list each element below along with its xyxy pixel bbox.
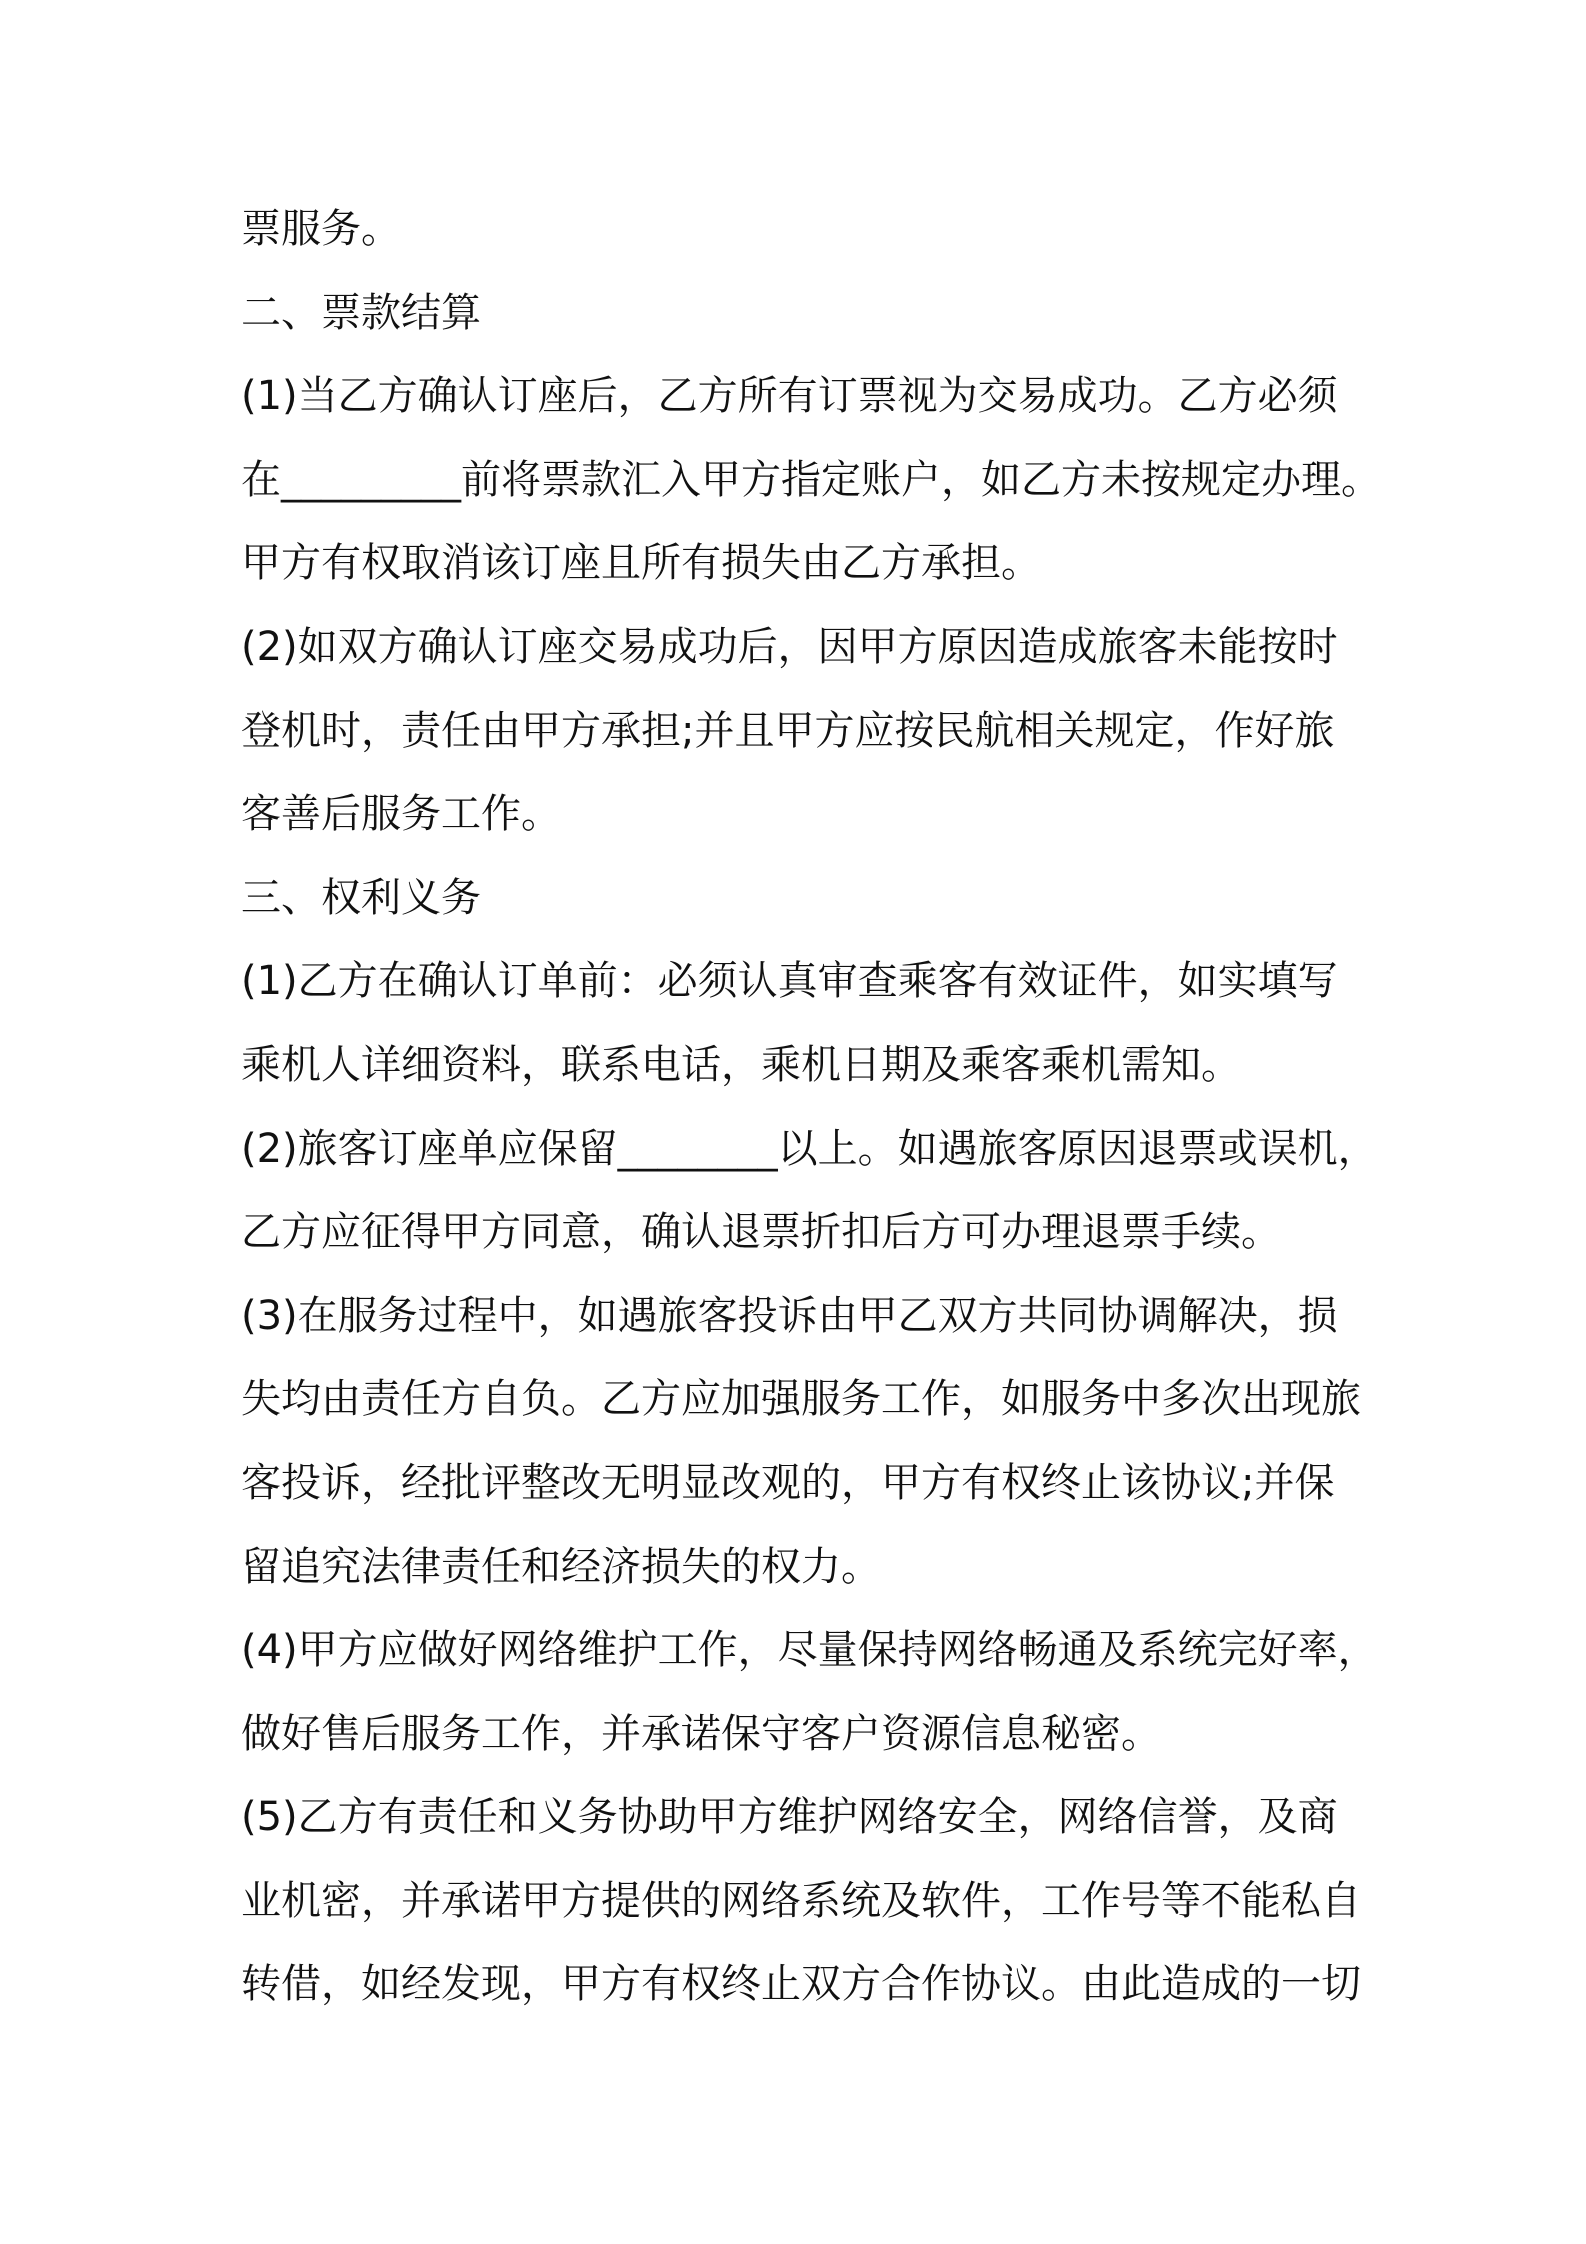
- text-line-15: 失均由责任方自负。乙方应加强服务工作，如服务中多次出现旅: [241, 1376, 1361, 1423]
- text-line-16: 客投诉，经批评整改无明显改观的，甲方有权终止该协议;并保: [241, 1459, 1335, 1506]
- text-line-12: (2)旅客订座单应保留________以上。如遇旅客原因退票或误机，: [241, 1125, 1378, 1172]
- section-heading-3: 三、权利义务: [241, 874, 481, 921]
- text-line-18: (4)甲方应做好网络维护工作，尽量保持网络畅通及系统完好率，: [241, 1627, 1378, 1674]
- text-line-7: 登机时，责任由甲方承担;并且甲方应按民航相关规定，作好旅: [241, 707, 1335, 754]
- document-body: [241, 188, 1381, 2027]
- text-line-6: (2)如双方确认订座交易成功后，因甲方原因造成旅客未能按时: [241, 623, 1338, 670]
- text-line-21: 业机密，并承诺甲方提供的网络系统及软件，工作号等不能私自: [241, 1877, 1361, 1924]
- text-line-14: (3)在服务过程中，如遇旅客投诉由甲乙双方共同协调解决，损: [241, 1292, 1338, 1339]
- section-heading-2: 二、票款结算: [241, 289, 481, 336]
- text-line-17: 留追究法律责任和经济损失的权力。: [241, 1543, 881, 1590]
- text-line-10: (1)乙方在确认订单前：必须认真审查乘客有效证件，如实填写: [241, 958, 1338, 1005]
- text-line-13: 乙方应征得甲方同意，确认退票折扣后方可办理退票手续。: [241, 1209, 1281, 1256]
- text-line-1: 票服务。: [241, 206, 401, 252]
- text-line-19: 做好售后服务工作，并承诺保守客户资源信息秘密。: [241, 1710, 1161, 1757]
- text-line-20: (5)乙方有责任和义务协助甲方维护网络安全，网络信誉，及商: [241, 1794, 1338, 1841]
- text-line-11: 乘机人详细资料，联系电话，乘机日期及乘客乘机需知。: [241, 1041, 1241, 1088]
- text-line-4: 在_________前将票款汇入甲方指定账户，如乙方未按规定办理。: [241, 456, 1381, 503]
- text-line-5: 甲方有权取消该订座且所有损失由乙方承担。: [241, 540, 1041, 587]
- text-line-3: (1)当乙方确认订座后，乙方所有订票视为交易成功。乙方必须: [241, 373, 1338, 420]
- text-line-22: 转借，如经发现，甲方有权终止双方合作协议。由此造成的一切: [241, 1961, 1361, 2008]
- text-line-8: 客善后服务工作。: [241, 791, 561, 838]
